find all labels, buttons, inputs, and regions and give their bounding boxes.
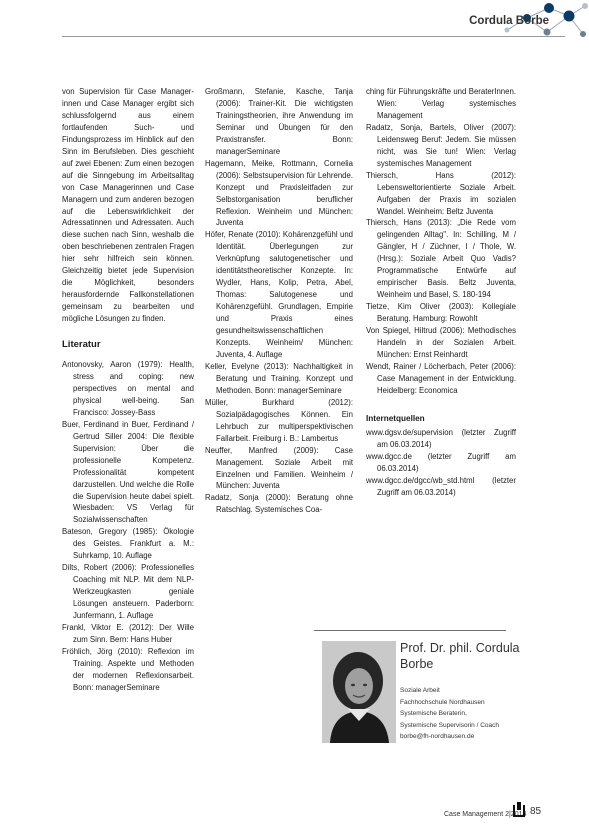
reference-item: Frankl, Viktor E. (2012): Der Wille zum Sinn. Bern: Hans Huber (62, 622, 194, 644)
reference-item: Von Spiegel, Hiltrud (2006): Methodisches Handeln in der Sozialen Arbeit. München: Ernst Reinhardt (366, 326, 516, 359)
reference-item: Neuffer, Manfred (2009): Case Management. Soziale Arbeit mit Einzelnen und Familien. Weinheim / München: Juventa (205, 445, 353, 491)
author-info-line: Fachhochschule Nordhausen (400, 698, 485, 706)
author-info-line: Soziale Arbeit (400, 687, 440, 694)
reference-item: Thiersch, Hans (2012): Lebensweltorientierte Soziale Arbeit. Aufgaben der Praxis im sozialen Wandel. Weinheim: Beltz Juventa (366, 170, 516, 216)
author-divider (314, 630, 506, 631)
reference-item: Bateson, Gregory (1985): Ökologie des Geistes. Frankfurt a. M.: Suhrkamp, 10. Auflage (62, 527, 194, 561)
url-item[interactable]: www.dgsv.de/supervision (letzter Zugriff am 06.03.2014) (366, 427, 516, 449)
author-info (400, 685, 524, 743)
reference-item: Fröhlich, Jörg (2010): Reflexion im Training. Aspekte und Methoden der modernen Reflexionsarbeit. Bonn: managerSeminare (62, 646, 194, 692)
literature-heading: Literatur (62, 339, 101, 351)
reference-item: Thiersch, Hans (2013): „Die Rede vom gelingenden Alltag". In: Schilling, M / Gängler, H / Züchner, I / Thole, W. (Hrsg.): Soziale Arbeit Quo Vadis? Programmatische Entwürfe auf empirischer Basis. Beltz Juventa, Weinheim und Basel, S. 180-194 (366, 218, 516, 300)
reference-item: Höfer, Renate (2010): Kohärenzgefühl und Identität. Überlegungen zur Verknüpfung salutogenetischer und identitätstheoretischer Konzepte. In: Wydler, Hans, Kolip, Petra, Abel, Thomas: Salutogenese und Kohärenzgefühl. Grundlagen, Empirie und Praxis eines gesundheitswissenschaftlichen Konzepts. Weinheim/ München: Juventa, 4. Auflage (205, 230, 353, 359)
reference-item: Dilts, Robert (2006): Professionelles Coaching mit NLP. Mit dem NLP-Werkzeugkasten geniale Lösungen ansteuern. Paderborn: Junfermann, 1. Auflage (62, 563, 194, 621)
author-name: Prof. Dr. phil. Cordula Borbe (400, 641, 520, 671)
author-photo (322, 641, 396, 743)
reference-item: Keller, Evelyne (2013): Nachhaltigkeit in Beratung und Training. Konzept und Methoden. Bonn: managerSeminare (205, 361, 353, 395)
author-info-line: Systemische Beraterin, (400, 710, 467, 717)
author-portrait-image (322, 641, 396, 743)
reference-item: Wendt, Rainer / Löcherbach, Peter (2006): Case Management in der Entwicklung. Heidelberg: Economica (366, 361, 516, 395)
reference-item: Müller, Burkhard (2012): Sozialpädagogisches Können. Ein Lehrbuch zur multiperspektivischen Fallarbeit. Freiburg i. B.: Lambertus (205, 397, 353, 443)
reference-item: Radatz, Sonja, Bartels, Oliver (2007): Leidensweg Beruf: Jedem. Sie müssen nicht, was Sie tun! Wien: Verlag systemisches Management (366, 122, 516, 168)
reference-item: ching für Führungskräfte und BeraterInnen. Wien: Verlag systemisches Management (366, 87, 516, 120)
reference-item: Hagemann, Meike, Rottmann, Cornelia (2006): Selbstsupervision für Lehrende. Konzept und Praxisleitfaden zur Selbstorganisation beruflicher Reflexion. Weinheim und München: Juventa (205, 158, 353, 228)
header-author-name: Cordula Borbe (469, 15, 549, 27)
author-info-line: Systemische Supervisorin / Coach (400, 721, 499, 729)
header-divider (62, 36, 565, 37)
reference-item: Buer, Ferdinand in Buer, Ferdinand / Gertrud Siller 2004: Die flexible Supervision: Über die professionelle Kompetenz. Professionalität kompetent darzustellen. Und welche die Rolle die Supervision heute dabei spielt. Wiesbaden: VS Verlag für Sozialwissenschaften (62, 419, 194, 525)
reference-item: Großmann, Stefanie, Kasche, Tanja (2006): Trainer-Kit. Die wichtigsten Trainingstheorien, ihre Anwendung im Seminar und Übungen für den Praxistransfer. Bonn: managerSeminare (205, 87, 353, 156)
column-right (366, 86, 516, 498)
column-middle (205, 86, 353, 516)
author-email[interactable]: borbe@fh-nordhausen.de (400, 733, 475, 740)
page-number: 85 (530, 806, 542, 817)
internet-sources-heading: Internetquellen (366, 413, 425, 423)
author-box (314, 630, 524, 748)
reference-item: Tietze, Kim Oliver (2003): Kollegiale Beratung. Hamburg: Rowohlt (366, 302, 516, 324)
column-left (62, 86, 194, 694)
url-item[interactable]: www.dgcc.de/dgcc/wb_std.html (letzter Zugriff am 06.03.2014) (366, 475, 516, 497)
body-paragraph: von Supervision für Case Manager-innen und Case Manager ergibt sich schlussfolgernd aus einem fortlaufenden Such- und Findungsprozess im Hinblick auf den Sinn im Berufsleben. Dies geschieht auf zwei Ebenen: Zum einen bezogen auf die Sinngebung im Arbeitsalltag von Case Managerinnen und Case Managern und zum anderen bezogen auf die Lebenswirklichkeit der Adressatinnen und Adressaten. Auch diese suchen nach Sinn, weshalb die oben beschriebenen zentralen Fragen hier sehr hilfreich sein können. Gleichzeitig bietet jede Supervision die Möglichkeit, besonders herausfordernde Fallkonstellationen gemeinsam zu bearbeiten und mögliche Lösungen zu finden. (62, 87, 194, 324)
url-item[interactable]: www.dgcc.de (letzter Zugriff am 06.03.2014) (366, 451, 516, 473)
reference-item: Antonovsky, Aaron (1979): Health, stress and coping: new perspectives on mental and physical well-being. San Francisco: Jossey-Bass (62, 360, 194, 417)
footer-journal-title: Case Management 2|2014 (444, 811, 527, 818)
reference-list (62, 359, 194, 694)
reference-item: Radatz, Sonja (2000): Beratung ohne Ratschlag. Systemisches Coa- (205, 493, 353, 515)
journal-logo-icon (513, 805, 525, 817)
